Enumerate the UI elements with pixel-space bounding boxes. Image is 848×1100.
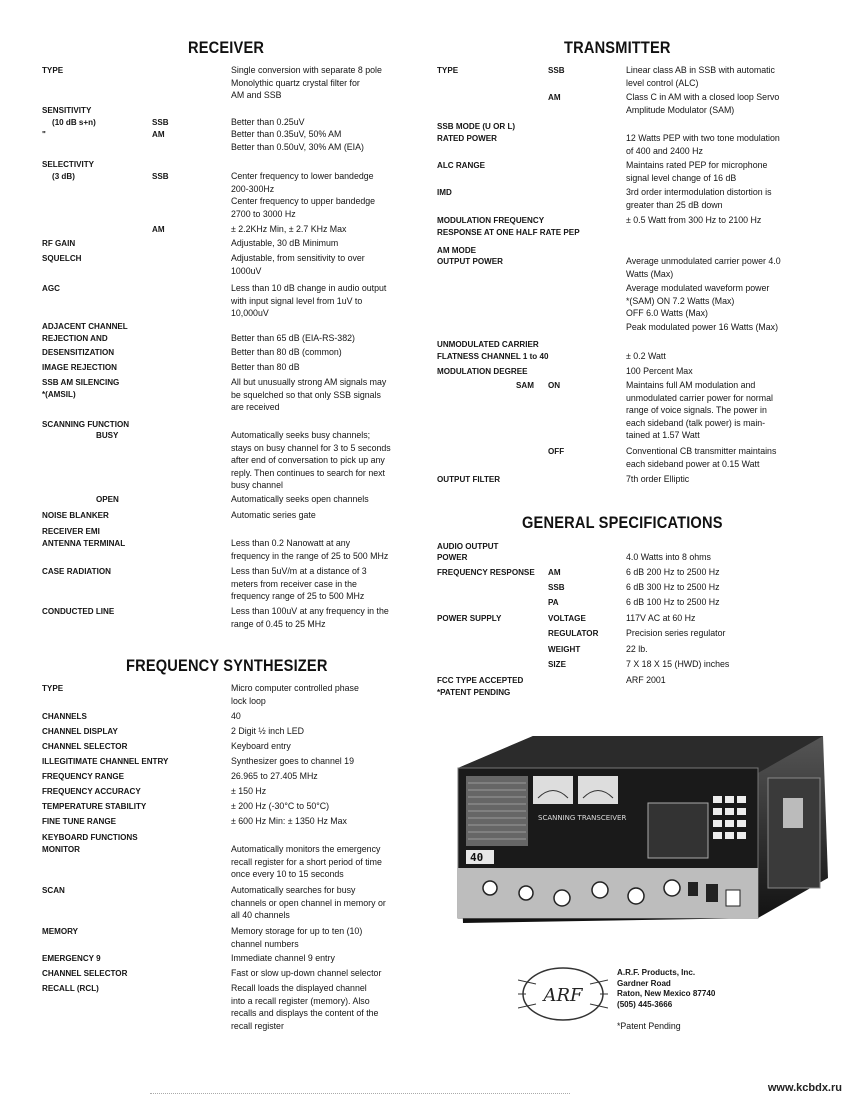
spec-label: RF GAIN xyxy=(42,238,76,248)
spec-value: Immediate channel 9 entry xyxy=(231,952,335,963)
spec-value: into a recall register (memory). Also xyxy=(231,994,370,1006)
spec-value: 6 dB 100 Hz to 2500 Hz xyxy=(626,596,720,607)
spec-value: unmodulated carrier power for normal xyxy=(626,391,773,403)
spec-label: SAM xyxy=(516,380,534,390)
spec-label: FLATNESS CHANNEL 1 to 40 xyxy=(437,351,549,361)
spec-mode: WEIGHT xyxy=(548,644,581,654)
spec-value: range of 0.45 to 25 MHz xyxy=(231,617,326,629)
spec-value: of 400 and 2400 Hz xyxy=(626,144,703,156)
spec-value: recalls and displays the content of the xyxy=(231,1007,379,1018)
channel-display: 40 xyxy=(470,851,484,864)
spec-value: Class C in AM with a closed loop Servo xyxy=(626,91,780,102)
spec-label: SSB AM SILENCING xyxy=(42,377,120,387)
spec-value: each sideband (talk power) is main- xyxy=(626,416,766,428)
spec-label: FINE TUNE RANGE xyxy=(42,816,117,826)
spec-value: 4.0 Watts into 8 ohms xyxy=(626,551,711,562)
spec-label: SENSITIVITY xyxy=(42,105,92,115)
synthesizer-heading: FREQUENCY SYNTHESIZER xyxy=(126,656,328,675)
watermark: www.kcbdx.ru xyxy=(767,1082,842,1094)
spec-value: meters from receiver case in the xyxy=(231,577,357,589)
spec-value: Better than 0.35uV, 50% AM xyxy=(231,128,342,139)
spec-label: (3 dB) xyxy=(52,171,75,181)
spec-mode: REGULATOR xyxy=(548,628,599,638)
spec-label: SSB MODE (U OR L) xyxy=(437,121,516,131)
spec-value: greater than 25 dB down xyxy=(626,198,723,210)
spec-value: Better than 80 dB xyxy=(231,361,300,372)
spec-value: Center frequency to upper bandedge xyxy=(231,195,376,206)
receiver-heading: RECEIVER xyxy=(188,38,265,57)
spec-value: Monolythic quartz crystal filter for xyxy=(231,76,360,88)
spec-value: Automatically seeks busy channels; xyxy=(231,429,371,440)
address-line: Gardner Road xyxy=(617,977,671,988)
spec-value: ± 0.2 Watt xyxy=(626,350,666,361)
spec-value: range of voice signals. The power in xyxy=(626,404,767,415)
spec-label: MONITOR xyxy=(42,844,80,854)
spec-value: be squelched so that only SSB signals xyxy=(231,388,381,400)
spec-label: MODULATION DEGREE xyxy=(437,366,528,376)
spec-mode: OFF xyxy=(548,446,565,456)
spec-label: ADJACENT CHANNEL xyxy=(42,321,128,331)
spec-value: ± 0.5 Watt from 300 Hz to 2100 Hz xyxy=(626,214,762,225)
spec-value: Linear class AB in SSB with automatic xyxy=(626,64,775,75)
spec-label: OUTPUT POWER xyxy=(437,256,503,266)
spec-value: 2 Digit ½ inch LED xyxy=(231,725,304,736)
spec-value: Less than 100uV at any frequency in the xyxy=(231,605,389,616)
patent-note: *Patent Pending xyxy=(617,1020,681,1031)
spec-value: reply. Then continues to search for next xyxy=(231,466,385,478)
spec-value: ± 200 Hz (-30°C to 50°C) xyxy=(231,800,330,811)
spec-value: Less than 0.2 Nanowatt at any xyxy=(231,537,351,548)
address-line: A.R.F. Products, Inc. xyxy=(617,967,696,977)
spec-value: Conventional CB transmitter maintains xyxy=(626,445,777,456)
spec-value: Better than 65 dB (EIA-RS-382) xyxy=(231,332,355,343)
spec-value: Automatically monitors the emergency xyxy=(231,843,381,854)
spec-value: 3rd order intermodulation distortion is xyxy=(626,186,772,197)
spec-label: RECEIVER EMI xyxy=(42,526,100,536)
spec-value: 10,000uV xyxy=(231,307,269,318)
spec-mode: VOLTAGE xyxy=(548,613,586,623)
spec-value: channels or open channel in memory or xyxy=(231,896,386,908)
spec-label: ANTENNA TERMINAL xyxy=(42,538,126,548)
spec-label: SQUELCH xyxy=(42,253,82,263)
spec-value: 22 lb. xyxy=(626,643,648,654)
spec-value: Better than 80 dB (common) xyxy=(231,346,342,357)
spec-label: CHANNEL SELECTOR xyxy=(42,741,128,751)
spec-label: POWER xyxy=(437,552,468,562)
spec-label: ILLEGITIMATE CHANNEL ENTRY xyxy=(42,756,169,766)
spec-label: BUSY xyxy=(96,430,119,440)
spec-label: FREQUENCY ACCURACY xyxy=(42,786,141,796)
spec-mode: PA xyxy=(548,597,559,607)
panel-label: SCANNING TRANSCEIVER xyxy=(538,814,627,822)
spec-value: Maintains full AM modulation and xyxy=(626,379,756,390)
spec-label: " xyxy=(42,129,46,139)
spec-label: EMERGENCY 9 xyxy=(42,953,101,963)
spec-value: Synthesizer goes to channel 19 xyxy=(231,755,354,766)
general-specs-heading: GENERAL SPECIFICATIONS xyxy=(522,513,723,532)
spec-label: TYPE xyxy=(437,65,459,75)
spec-mode: AM xyxy=(548,92,561,102)
spec-label: OPEN xyxy=(96,494,119,504)
spec-value: once every 10 to 15 seconds xyxy=(231,868,344,879)
spec-mode: AM xyxy=(152,224,165,234)
spec-label: CASE RADIATION xyxy=(42,566,111,576)
spec-label: REJECTION AND xyxy=(42,333,108,343)
spec-value: each sideband power at 0.15 Watt xyxy=(626,457,760,469)
spec-value: ± 600 Hz Min: ± 1350 Hz Max xyxy=(231,815,347,826)
spec-value: Average unmodulated carrier power 4.0 xyxy=(626,255,781,266)
spec-value: busy channel xyxy=(231,479,283,490)
address-line: Raton, New Mexico 87740 xyxy=(617,988,716,998)
spec-label: FREQUENCY RESPONSE xyxy=(437,567,535,577)
spec-label: AGC xyxy=(42,283,60,293)
spec-value: Automatic series gate xyxy=(231,509,316,520)
spec-label: SELECTIVITY xyxy=(42,159,95,169)
spec-label: *(AMSIL) xyxy=(42,389,76,399)
spec-value: 100 Percent Max xyxy=(626,365,693,376)
spec-value: frequency range of 25 to 500 MHz xyxy=(231,590,365,601)
spec-mode: SSB xyxy=(548,65,565,75)
spec-value: Center frequency to lower bandedge xyxy=(231,170,374,181)
spec-value: *(SAM) ON 7.2 Watts (Max) xyxy=(626,294,735,306)
spec-value: frequency in the range of 25 to 500 MHz xyxy=(231,549,389,561)
spec-value: 12 Watts PEP with two tone modulation xyxy=(626,132,780,143)
spec-label: CHANNELS xyxy=(42,711,87,721)
spec-value: OFF 6.0 Watts (Max) xyxy=(626,307,708,318)
spec-value: lock loop xyxy=(231,694,266,706)
spec-label: DESENSITIZATION xyxy=(42,347,115,357)
spec-label: AM MODE xyxy=(437,245,477,255)
spec-value: Recall loads the displayed channel xyxy=(231,982,367,993)
spec-mode: SSB xyxy=(152,117,169,127)
spec-value: All but unusually strong AM signals may xyxy=(231,376,387,387)
spec-label: (10 dB s+n) xyxy=(52,117,96,127)
spec-value: Watts (Max) xyxy=(626,267,674,279)
spec-value: 200-300Hz xyxy=(231,182,275,194)
spec-label: FCC TYPE ACCEPTED xyxy=(437,675,524,685)
spec-label: MODULATION FREQUENCY xyxy=(437,215,545,225)
spec-mode: SIZE xyxy=(548,659,566,669)
spec-value: Less than 10 dB change in audio output xyxy=(231,282,387,293)
spec-mode: SSB xyxy=(152,171,169,181)
spec-value: 7th order Elliptic xyxy=(626,473,690,484)
spec-value: Keyboard entry xyxy=(231,740,291,751)
spec-value: Adjustable, 30 dB Minimum xyxy=(231,237,339,248)
spec-label: MEMORY xyxy=(42,926,79,936)
spec-value: signal level change of 16 dB xyxy=(626,171,737,183)
spec-label: IMD xyxy=(437,187,452,197)
spec-label: TYPE xyxy=(42,65,64,75)
bottom-rule xyxy=(150,1093,570,1094)
spec-value: Adjustable, from sensitivity to over xyxy=(231,252,365,263)
spec-label: RECALL (RCL) xyxy=(42,983,99,993)
spec-value: level control (ALC) xyxy=(626,76,699,88)
logo-text: ARF xyxy=(543,985,583,1006)
spec-label: RESPONSE AT ONE HALF RATE PEP xyxy=(437,227,580,237)
spec-value: Automatically searches for busy xyxy=(231,884,356,895)
spec-value: ARF 2001 xyxy=(626,674,666,685)
spec-mode: AM xyxy=(548,567,561,577)
spec-label: AUDIO OUTPUT xyxy=(437,541,499,551)
spec-label: POWER SUPPLY xyxy=(437,613,502,623)
spec-value: Average modulated waveform power xyxy=(626,282,770,293)
spec-value: 6 dB 200 Hz to 2500 Hz xyxy=(626,566,720,577)
transceiver-photo xyxy=(438,728,833,928)
spec-mode: ON xyxy=(548,380,561,390)
spec-label: KEYBOARD FUNCTIONS xyxy=(42,832,138,842)
spec-value: 7 X 18 X 15 (HWD) inches xyxy=(626,658,730,669)
spec-value: are received xyxy=(231,401,280,412)
spec-value: Maintains rated PEP for microphone xyxy=(626,159,768,170)
spec-label: RATED POWER xyxy=(437,133,497,143)
spec-label: TEMPERATURE STABILITY xyxy=(42,801,147,811)
spec-value: 117V AC at 60 Hz xyxy=(626,612,696,623)
spec-label: *PATENT PENDING xyxy=(437,687,511,697)
spec-value: Less than 5uV/m at a distance of 3 xyxy=(231,565,367,576)
arf-logo xyxy=(518,962,608,1026)
spec-label: NOISE BLANKER xyxy=(42,510,109,520)
spec-value: ± 2.2KHz Min, ± 2.7 KHz Max xyxy=(231,223,347,234)
spec-label: TYPE xyxy=(42,683,64,693)
spec-label: IMAGE REJECTION xyxy=(42,362,117,372)
spec-label: CHANNEL SELECTOR xyxy=(42,968,128,978)
spec-value: 40 xyxy=(231,710,241,721)
spec-label: SCANNING FUNCTION xyxy=(42,419,130,429)
spec-value: all 40 channels xyxy=(231,909,290,920)
transmitter-heading: TRANSMITTER xyxy=(564,38,671,57)
spec-value: Peak modulated power 16 Watts (Max) xyxy=(626,321,779,332)
spec-label: CHANNEL DISPLAY xyxy=(42,726,118,736)
spec-value: AM and SSB xyxy=(231,89,282,100)
spec-mode: SSB xyxy=(548,582,565,592)
spec-label: FREQUENCY RANGE xyxy=(42,771,125,781)
spec-value: tained at 1.57 Watt xyxy=(626,429,700,440)
spec-value: Automatically seeks open channels xyxy=(231,493,369,504)
spec-value: channel numbers xyxy=(231,937,299,949)
spec-label: ALC RANGE xyxy=(437,160,486,170)
spec-value: Fast or slow up-down channel selector xyxy=(231,967,382,978)
spec-value: after end of conversation to pick up any xyxy=(231,454,385,465)
spec-value: Single conversion with separate 8 pole xyxy=(231,64,382,75)
spec-value: Better than 0.25uV xyxy=(231,116,305,127)
spec-label: OUTPUT FILTER xyxy=(437,474,501,484)
spec-label: UNMODULATED CARRIER xyxy=(437,339,539,349)
spec-value: 1000uV xyxy=(231,264,262,276)
spec-value: ± 150 Hz xyxy=(231,785,267,796)
spec-value: with input signal level from 1uV to xyxy=(231,294,363,306)
spec-value: Precision series regulator xyxy=(626,627,726,638)
spec-value: Micro computer controlled phase xyxy=(231,682,359,693)
spec-value: 2700 to 3000 Hz xyxy=(231,207,296,219)
address-line: (505) 445-3666 xyxy=(617,998,673,1009)
spec-value: 26.965 to 27.405 MHz xyxy=(231,770,318,781)
spec-label: SCAN xyxy=(42,885,65,895)
spec-value: 6 dB 300 Hz to 2500 Hz xyxy=(626,581,720,592)
spec-value: Amplitude Modulator (SAM) xyxy=(626,103,735,115)
spec-label: CONDUCTED LINE xyxy=(42,606,115,616)
spec-value: recall register for a short period of time xyxy=(231,855,382,867)
spec-value: stays on busy channel for 3 to 5 seconds xyxy=(231,441,391,453)
spec-value: recall register xyxy=(231,1019,284,1031)
spec-value: Better than 0.50uV, 30% AM (EIA) xyxy=(231,140,364,152)
spec-value: Memory storage for up to ten (10) xyxy=(231,925,363,936)
spec-mode: AM xyxy=(152,129,165,139)
